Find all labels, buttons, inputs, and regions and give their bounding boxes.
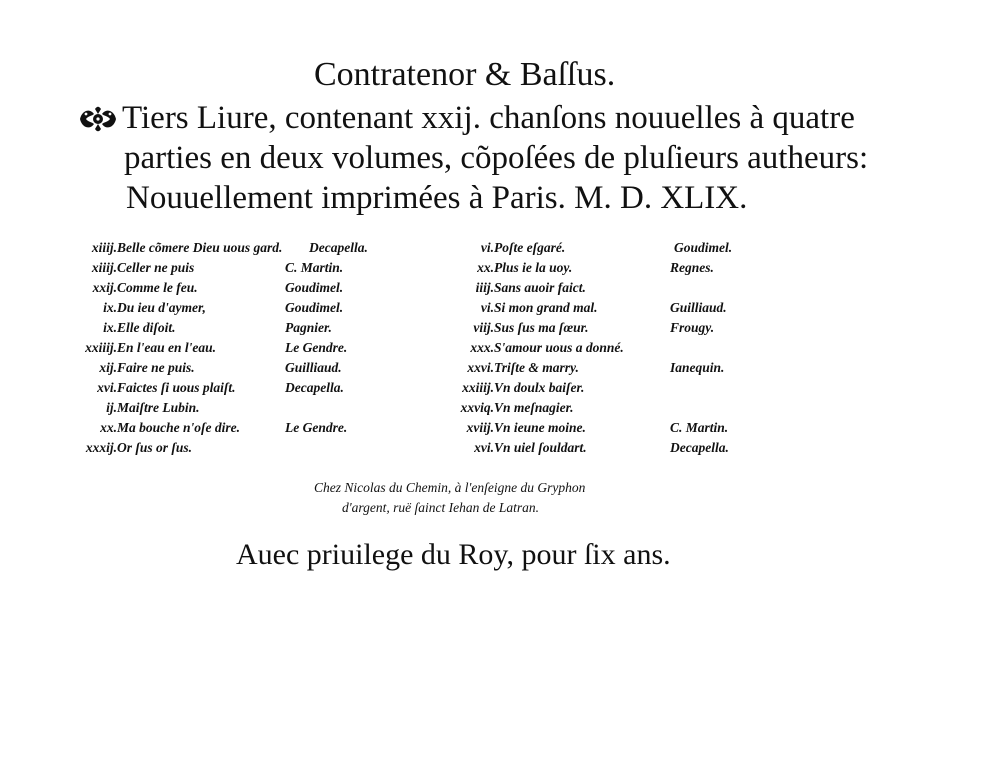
song-composer: Goudimel. [285, 300, 344, 315]
song-number: xxiiij. [462, 380, 494, 395]
song-title: Or ſus or ſus. [117, 440, 193, 455]
song-title: Triſte & marry. [494, 360, 579, 375]
song-number: vi. [480, 240, 494, 255]
song-number: xiiij. [91, 240, 117, 255]
song-number: xxij. [92, 280, 117, 295]
song-title: Sans auoir faict. [494, 280, 586, 295]
song-composer: Le Gendre. [285, 340, 348, 355]
title-voice-parts: Contratenor & Baſſus. [314, 56, 616, 93]
song-title: Faire ne puis. [117, 360, 195, 375]
song-title: Vn uiel ſouldart. [494, 440, 587, 455]
song-title: Faictes ſi uous plaiſt. [117, 380, 236, 395]
title-description-line-1: Tiers Liure, contenant xxij. chanſons nouuelles à quatre [122, 100, 855, 136]
song-number: xxviq. [460, 400, 494, 415]
song-composer: Guilliaud. [670, 300, 727, 315]
song-number: xviij. [466, 420, 494, 435]
imprint-address-line: d'argent, ruë ſainct Iehan de Latran. [342, 500, 539, 515]
song-number: ix. [103, 300, 117, 315]
song-title: Vn meſnagier. [494, 400, 574, 415]
song-composer: Regnes. [670, 260, 714, 275]
song-title: Du ieu d'aymer, [117, 300, 206, 315]
song-composer: Le Gendre. [285, 420, 348, 435]
song-number: xvi. [97, 380, 117, 395]
song-number: iiij. [475, 280, 494, 295]
royal-privilege-line: Auec priuilege du Roy, pour ſix ans. [236, 538, 671, 571]
song-title: Belle cõmere Dieu uous gard. [117, 240, 283, 255]
song-composer: Guilliaud. [285, 360, 342, 375]
song-composer: Ianequin. [670, 360, 725, 375]
song-composer: Decapella. [670, 440, 729, 455]
song-composer: Goudimel. [285, 280, 344, 295]
song-title: Comme le feu. [117, 280, 198, 295]
song-title: Vn doulx baiſer. [494, 380, 585, 395]
song-number: xiiij. [91, 260, 117, 275]
song-number: ij. [106, 400, 117, 415]
song-composer: Goudimel. [674, 240, 733, 255]
song-composer: Decapella. [309, 240, 368, 255]
song-number: xxvi. [467, 360, 494, 375]
imprint-printer-line: Chez Nicolas du Chemin, à l'enſeigne du Gryphon [314, 480, 586, 495]
song-number: xvi. [474, 440, 494, 455]
song-number: ix. [103, 320, 117, 335]
fleuron-ornament-icon [78, 106, 118, 132]
song-title: Vn ieune moine. [494, 420, 586, 435]
song-number: xx. [477, 260, 494, 275]
song-number: vi. [480, 300, 494, 315]
song-number: xxx. [470, 340, 494, 355]
song-title: Sus ſus ma ſœur. [494, 320, 589, 335]
song-title: Poſte eſgaré. [494, 240, 566, 255]
song-number: viij. [473, 320, 494, 335]
song-title: Ma bouche n'oſe dire. [117, 420, 240, 435]
song-title: Maiſtre Lubin. [117, 400, 200, 415]
song-number: xij. [99, 360, 117, 375]
song-composer: Frougy. [670, 320, 715, 335]
song-title: En l'eau en l'eau. [117, 340, 217, 355]
song-title: S'amour uous a donné. [494, 340, 624, 355]
song-composer: Pagnier. [285, 320, 332, 335]
song-number: xx. [100, 420, 117, 435]
song-number: xxiiij. [85, 340, 117, 355]
song-title: Si mon grand mal. [494, 300, 598, 315]
song-composer: Decapella. [285, 380, 344, 395]
title-publication-line: Nouuellement imprimées à Paris. M. D. XLIX. [126, 180, 748, 216]
title-description-line-2: parties en deux volumes, cõpoſées de pluſieurs autheurs: [124, 140, 869, 176]
song-title: Elle diſoit. [117, 320, 176, 335]
song-number: xxxij. [85, 440, 117, 455]
song-composer: C. Martin. [670, 420, 729, 435]
song-composer: C. Martin. [285, 260, 344, 275]
song-title: Celler ne puis [117, 260, 195, 275]
song-title: Plus ie la uoy. [494, 260, 573, 275]
